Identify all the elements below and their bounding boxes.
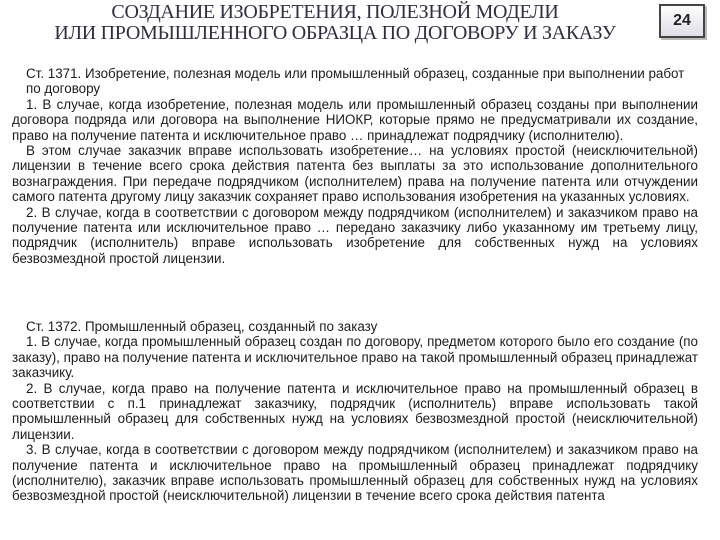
title-line-2: ИЛИ ПРОМЫШЛЕННОГО ОБРАЗЦА ПО ДОГОВОРУ И ЗАКАЗУ bbox=[54, 22, 616, 44]
article-paragraph: 1. В случае, когда изобретение, полезная модель или промышленный образец созданы при выполнении договора подряда или договора на выполнение НИОКР, которые прямо не предусматривали их создание, право на получение патента и исключительное право … принадлежат подрядчику (исполнителю). bbox=[12, 96, 698, 143]
article-1371 bbox=[12, 66, 698, 266]
article-paragraph: 2. В случае, когда в соответствии с договором между подрядчиком (исполнителем) и заказчиком право на получение патента или исключительное право … передано заказчику либо указанному им третьему лицу, подрядчик (исполнитель) вправе использовать изобретение для собственных нужд на условиях безвозмездной простой лицензии. bbox=[12, 204, 698, 266]
article-paragraph: 2. В случае, когда право на получение патента и исключительное право на промышленный образец в соответствии с п.1 принадлежат заказчику, подрядчик (исполнитель) вправе использовать такой промышленный образец для собственных нужд на условиях безвозмездной простой (неисключительной) лицензии. bbox=[12, 380, 698, 442]
article-heading: Ст. 1372. Промышленный образец, созданный по заказу bbox=[26, 319, 378, 334]
slide-number-badge: 24 bbox=[659, 4, 705, 38]
page-title bbox=[20, 2, 650, 44]
article-paragraph: В этом случае заказчик вправе использовать изобретение… на условиях простой (неисключительной) лицензии в течение всего срока действия патента без выплаты за это использование дополнительного вознаграждения. При передаче подрядчиком (исполнителем) права на получение патента или отчуждении самого патента другому лицу заказчик сохраняет право использования изобретения на указанных условиях. bbox=[12, 143, 698, 205]
article-1372 bbox=[12, 319, 698, 504]
title-line-1: СОЗДАНИЕ ИЗОБРЕТЕНИЯ, ПОЛЕЗНОЙ МОДЕЛИ bbox=[111, 1, 559, 23]
article-heading: Ст. 1371. Изобретение, полезная модель или промышленный образец, созданные при выполнении работ по договору bbox=[26, 66, 685, 97]
article-paragraph: 1. В случае, когда промышленный образец создан по договору, предметом которого было его создание (по заказу), право на получение патента и исключительное право на такой промышленный образец принадлежат заказчику. bbox=[12, 334, 698, 381]
article-paragraph: 3. В случае, когда в соответствии с договором между подрядчиком (исполнителем) и заказчиком право на получение патента и исключительное право на промышленный образец принадлежат подрядчику (исполнителю), заказчик вправе использовать промышленный образец для собственных нужд на условиях безвозмездной простой (неисключительной) лицензии в течение всего срока действия патента bbox=[12, 442, 698, 504]
